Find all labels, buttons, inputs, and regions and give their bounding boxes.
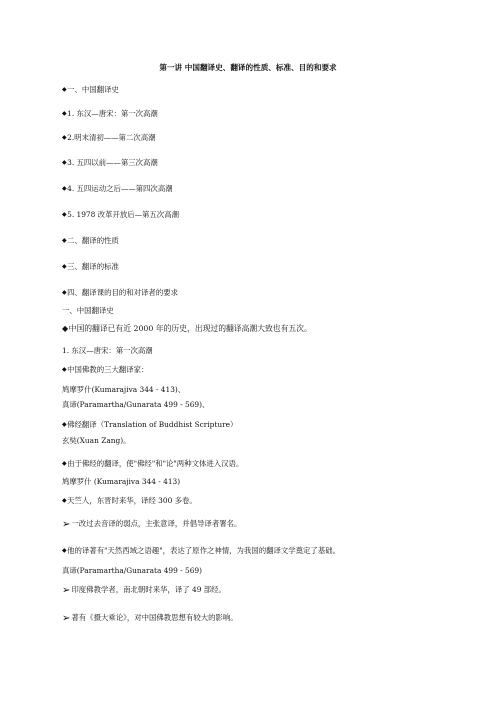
diamond-bullet-icon: ◆ <box>62 237 67 244</box>
paragraph-text: 一改过去音译的弱点，主张意译，并倡导译者署名。 <box>71 519 242 528</box>
outline-item <box>62 210 179 220</box>
diamond-bullet-icon: ◆ <box>62 497 67 504</box>
diamond-bullet-icon: ◆ <box>62 263 67 270</box>
outline-item <box>62 109 158 119</box>
body-paragraph <box>62 365 148 375</box>
paragraph-text: 中国佛教的三大翻译家： <box>67 365 149 374</box>
diamond-bullet-icon: ◆ <box>62 366 67 373</box>
outline-item-text: 1. 东汉—唐宋：第一次高潮 <box>67 109 158 118</box>
paragraph-text: 天竺人，东晋时来华，译经 300 多卷。 <box>67 496 197 505</box>
body-line: 玄奘(Xuan Zang)。 <box>62 436 131 445</box>
outline-item-text: 四、翻译课的目的和对译者的要求 <box>67 288 178 297</box>
outline-item-text: 三、翻译的标准 <box>67 262 119 271</box>
body-paragraph <box>62 613 238 624</box>
body-paragraph <box>62 585 226 596</box>
arrow-bullet-icon: ➢ <box>62 519 71 530</box>
arrow-bullet-icon: ➢ <box>62 585 71 596</box>
body-paragraph <box>62 459 243 469</box>
outline-item <box>62 133 155 143</box>
outline-item-text: 4. 五四运动之后——第四次高潮 <box>67 184 173 193</box>
section-heading: 一、中国翻译史 <box>62 306 114 315</box>
section-heading: 1. 东汉—唐宋：第一次高潮 <box>62 346 153 355</box>
arrow-bullet-icon: ➢ <box>62 613 71 624</box>
outline-item-text: 3. 五四以前——第三次高潮 <box>67 158 158 167</box>
outline-item <box>62 158 158 168</box>
page-title: 第一讲 中国翻译史、翻译的性质、标准、目的和要求 <box>159 63 337 72</box>
diamond-bullet-icon: ◆ <box>62 421 67 428</box>
diamond-bullet-icon: ◆ <box>62 110 67 117</box>
diamond-bullet-icon: ◆ <box>62 460 67 467</box>
diamond-bullet-icon: ◆ <box>62 134 67 141</box>
paragraph-text: 他的译著有"天然西域之语趣"，表达了原作之神情，为我国的翻译文学奠定了基础。 <box>67 546 340 555</box>
body-paragraph <box>62 546 340 556</box>
paragraph-text: 由于佛经的翻译，使"佛经"和"论"两种文体进入汉语。 <box>67 459 244 468</box>
outline-item <box>62 236 119 246</box>
body-paragraph <box>62 496 197 506</box>
paragraph-text: 著有《摄大乘论》，对中国佛教思想有较大的影响。 <box>71 613 238 622</box>
paragraph-text: 佛经翻译（Translation of Buddhist Scripture） <box>67 420 238 429</box>
diamond-bullet-icon: ◆ <box>62 324 69 333</box>
body-paragraph <box>62 420 237 430</box>
body-line: 真谛(Paramartha/Gunarata 499 - 569)、 <box>62 400 210 409</box>
diamond-bullet-icon: ◆ <box>62 547 67 554</box>
diamond-bullet-icon: ◆ <box>62 86 67 93</box>
outline-item <box>62 288 178 298</box>
body-line: 鸠摩罗什(Kumarajiva 344 - 413)、 <box>62 385 186 394</box>
diamond-bullet-icon: ◆ <box>62 185 67 192</box>
body-paragraph <box>62 324 312 334</box>
paragraph-text: 中国的翻译已有近 2000 年的历史，出现过的翻译高潮大致也有五次。 <box>68 324 312 333</box>
paragraph-text: 印度佛教学者，南北朝时来华，译了 49 部经。 <box>71 585 226 594</box>
body-line: 真谛(Paramartha/Gunarata 499 - 569) <box>62 566 203 575</box>
outline-item <box>62 184 173 194</box>
body-paragraph <box>62 519 241 530</box>
body-line: 鸠摩罗什 (Kumarajiva 344 - 413) <box>62 477 181 486</box>
diamond-bullet-icon: ◆ <box>62 159 67 166</box>
outline-item-text: 2.明末清初——第二次高潮 <box>67 133 156 142</box>
outline-item <box>62 85 119 95</box>
outline-item-text: 二、翻译的性质 <box>67 236 119 245</box>
outline-item-text: 5. 1978 改革开放后—第五次高潮 <box>67 210 179 219</box>
outline-item <box>62 262 119 272</box>
outline-item-text: 一、中国翻译史 <box>67 85 119 94</box>
diamond-bullet-icon: ◆ <box>62 289 67 296</box>
diamond-bullet-icon: ◆ <box>62 211 67 218</box>
